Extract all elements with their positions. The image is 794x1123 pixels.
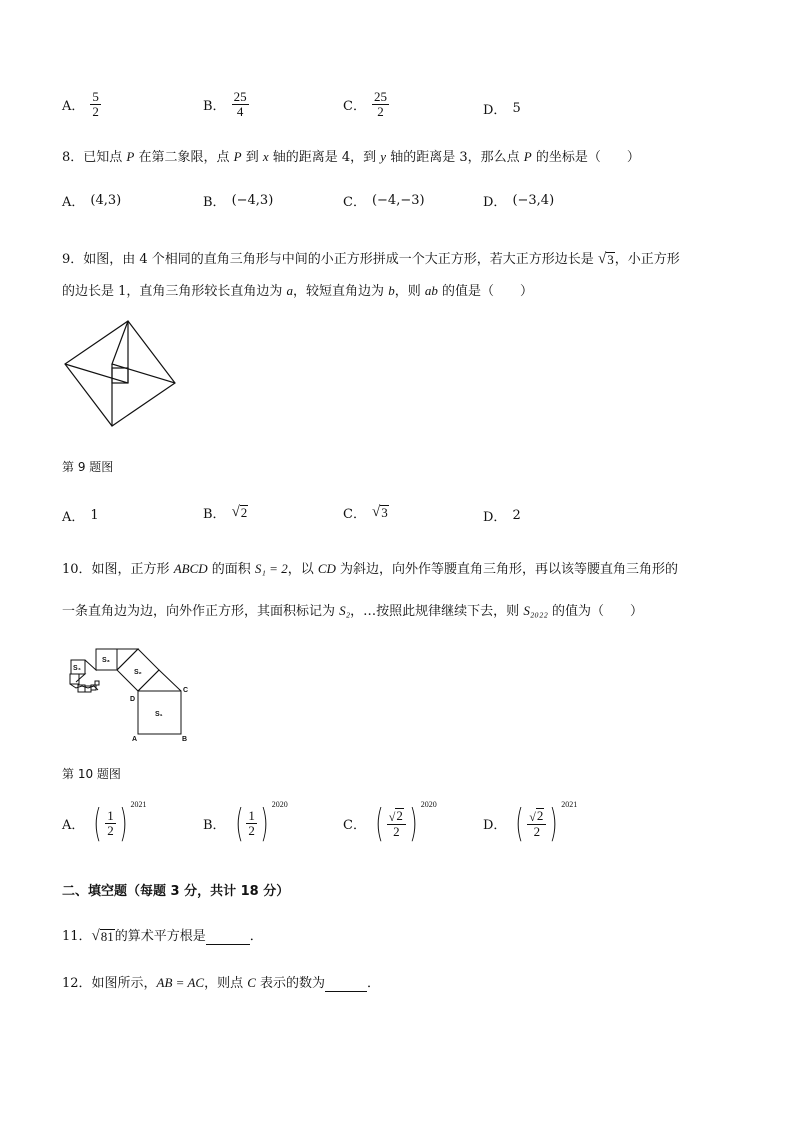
fig-label-s3: S₃ (102, 657, 110, 664)
fig-label-c: C (183, 687, 189, 694)
q10-stem-line2: 一条直角边为边，向外作正方形，其面积标记为 S₂，…按照此规律继续下去，则 S₂₀₂₂ 的值为（ ） (62, 603, 644, 619)
q10-option-c[interactable]: C． ( √ 2 2 ) 2020 (343, 800, 437, 845)
q9-option-d[interactable]: D． 2 (483, 508, 521, 525)
q7-option-b[interactable]: B． $\frac{25}{4}$ (203, 89, 247, 119)
fig-label-s4: S₄ (73, 665, 82, 672)
q7-option-d[interactable]: D． 5 (483, 101, 521, 118)
q12-answer-blank[interactable] (325, 976, 367, 992)
fig-label-b: B (182, 736, 188, 743)
q9-figure-caption: 第 9 题图 (62, 460, 114, 474)
sqrt-expression: √ 2 (231, 504, 248, 521)
q7-option-c[interactable]: C． $\frac{25}{2}$ (343, 89, 387, 119)
q8-option-b[interactable]: B． (−4,3) (203, 193, 274, 210)
q7-option-a[interactable]: A． $\frac{5}{2}$ (62, 89, 99, 119)
q9-option-b[interactable]: B． √ 2 (203, 504, 248, 522)
q9-stem-line2: 的边长是 1，直角三角形较长直角边为 a，较短直角边为 b，则 ab 的值是（ ） (62, 283, 533, 299)
fraction: $\frac{1}{2}$ (107, 807, 114, 838)
section-heading-fill-in: 二、填空题（每题 3 分，共计 18 分） (62, 884, 290, 899)
q9-stem-line1: 9．如图，由 4 个相同的直角三角形与中间的小正方形拼成一个大正方形，若大正方形边长是 √ 3 ，小正方形 (62, 251, 680, 267)
q10-figure-square-spiral (62, 644, 202, 744)
q9-option-c[interactable]: C． √ 3 (343, 504, 388, 522)
fig-label-s1: S₁ (155, 711, 163, 718)
fig-label-d: D (130, 696, 136, 703)
q10-option-a[interactable]: A． ( $\frac{1}{2}$ ) 2021 (62, 800, 147, 845)
q8-option-d[interactable]: D． (−3,4) (483, 193, 555, 210)
fraction: √ 2 2 (527, 808, 546, 839)
sqrt-expression: √ 3 (371, 504, 388, 521)
q10-stem-line1: 10．如图，正方形 ABCD 的面积 S₁ = 2，以 CD 为斜边，向外作等腰直角三角形，再以该等腰直角三角形的 (62, 561, 679, 577)
q11-answer-blank[interactable] (206, 929, 250, 945)
q10-option-b[interactable]: B． ( $\frac{1}{2}$ ) 2020 (203, 800, 288, 845)
fraction: $\frac{1}{2}$ (248, 807, 255, 838)
fraction: √ 2 2 (387, 808, 406, 839)
q11-stem: 11． √ 81 的算术平方根是 ． (62, 928, 263, 944)
q8-option-a[interactable]: A． (4,3) (62, 193, 122, 210)
q8-stem: 8．已知点 P 在第二象限，点 P 到 x 轴的距离是 4，到 y 轴的距离是 3，那么点 P 的坐标是（ ） (62, 149, 640, 165)
sqrt-expression: √ 3 (597, 251, 614, 267)
q10-option-d[interactable]: D． ( √ 2 2 ) 2021 (483, 800, 578, 845)
q9-option-a[interactable]: A． 1 (62, 508, 99, 525)
fig-label-a: A (132, 736, 138, 743)
q8-option-c[interactable]: C． (−4,−3) (343, 193, 425, 210)
fraction: $\frac{5}{2}$ (92, 89, 99, 119)
fraction: $\frac{25}{2}$ (373, 89, 387, 119)
fig-label-s2: S₂ (134, 669, 142, 676)
q10-figure-caption: 第 10 题图 (62, 767, 121, 781)
q12-stem: 12．如图所示，AB = AC，则点 C 表示的数为 ． (62, 975, 381, 991)
q9-figure-pinwheel-square (60, 318, 180, 430)
sqrt-expression: √ 81 (91, 928, 114, 944)
fraction: $\frac{25}{4}$ (233, 89, 247, 119)
